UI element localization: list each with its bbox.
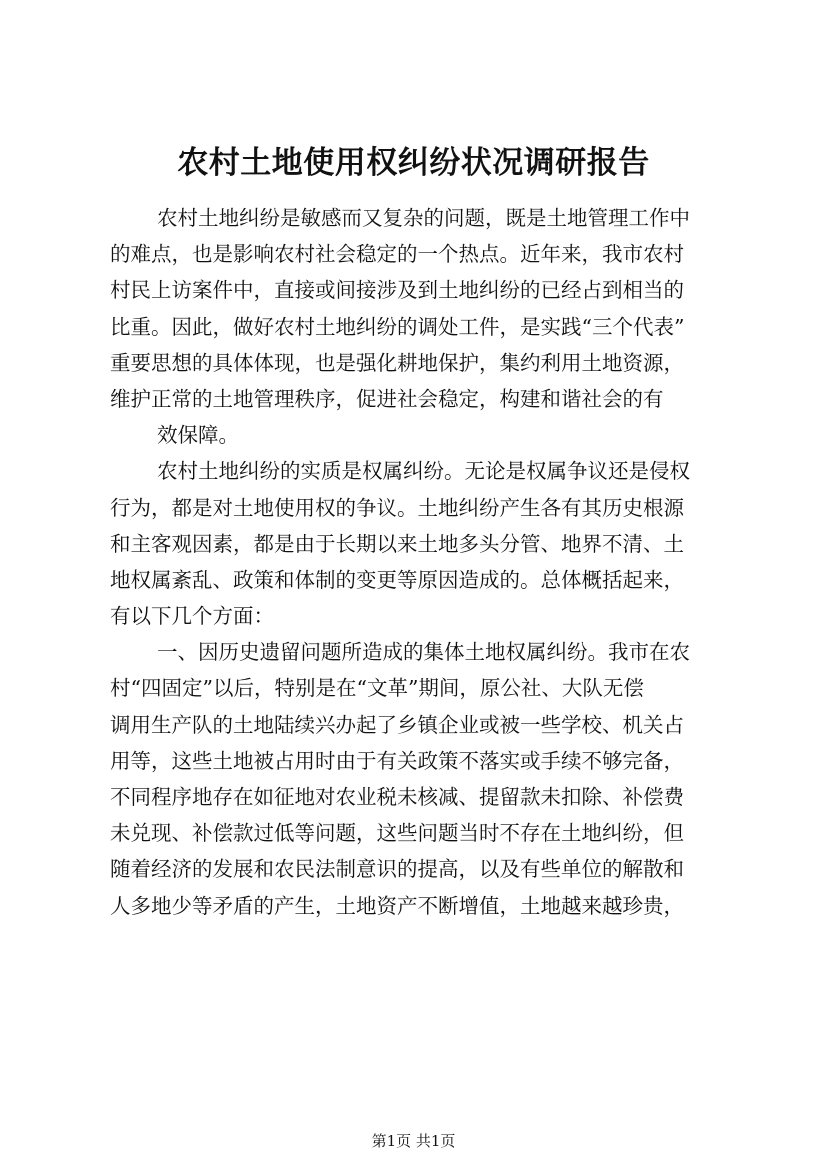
paragraph-line: 用等，这些土地被占用时由于有关政策不落实或手续不够完备， (110, 748, 684, 773)
paragraph-line: 人多地少等矛盾的产生，土地资产不断增值，土地越来越珍贵， (110, 893, 684, 918)
paragraph-line: 调用生产队的土地陆续兴办起了乡镇企业或被一些学校、机关占 (110, 712, 684, 737)
paragraph-line: 一、因历史遗留问题所造成的集体土地权属纠纷。我市在农 (157, 640, 690, 665)
paragraph-line: 不同程序地存在如征地对农业税未核减、提留款未扣除、补偿费 (110, 785, 684, 809)
paragraph-line: 的难点，也是影响农村社会稳定的一个热点。近年来，我市农村 (110, 242, 684, 267)
paragraph-line: 重要思想的具体体现，也是强化耕地保护，集约利用土地资源， (110, 350, 684, 375)
paragraph-line: 有以下几个方面： (110, 604, 274, 629)
page-footer: 第1页 共1页 (371, 1132, 456, 1150)
document-body (110, 200, 722, 924)
paragraph-line: 效保障。 (157, 423, 239, 448)
paragraph-line: 农村土地纠纷的实质是权属纠纷。无论是权属争议还是侵权 (157, 459, 690, 484)
paragraph-line: 比重。因此，做好农村土地纠纷的调处工件，是实践“三个代表” (110, 314, 685, 339)
paragraph-line: 维护正常的土地管理秩序，促进社会稳定，构建和谐社会的有 (110, 386, 664, 411)
paragraph-line: 村民上访案件中，直接或间接涉及到土地纠纷的已经占到相当的 (110, 278, 684, 303)
paragraph-line: 随着经济的发展和农民法制意识的提高，以及有些单位的解散和 (110, 857, 684, 882)
paragraph-line: 和主客观因素，都是由于长期以来土地多头分管、地界不清、土 (110, 531, 684, 556)
paragraph-line: 未兑现、补偿款过低等问题，这些问题当时不存在土地纠纷，但 (110, 821, 684, 846)
document-title: 农村土地使用权纠纷状况调研报告 (177, 145, 650, 181)
paragraph-line: 村“四固定”以后，特别是在“文革”期间，原公社、大队无偿 (110, 676, 644, 701)
paragraph-line: 农村土地纠纷是敏感而又复杂的问题，既是土地管理工作中 (157, 206, 690, 230)
paragraph-line: 行为，都是对土地使用权的争议。土地纠纷产生各有其历史根源 (110, 495, 684, 520)
paragraph-line: 地权属紊乱、政策和体制的变更等原因造成的。总体概括起来， (110, 567, 684, 592)
